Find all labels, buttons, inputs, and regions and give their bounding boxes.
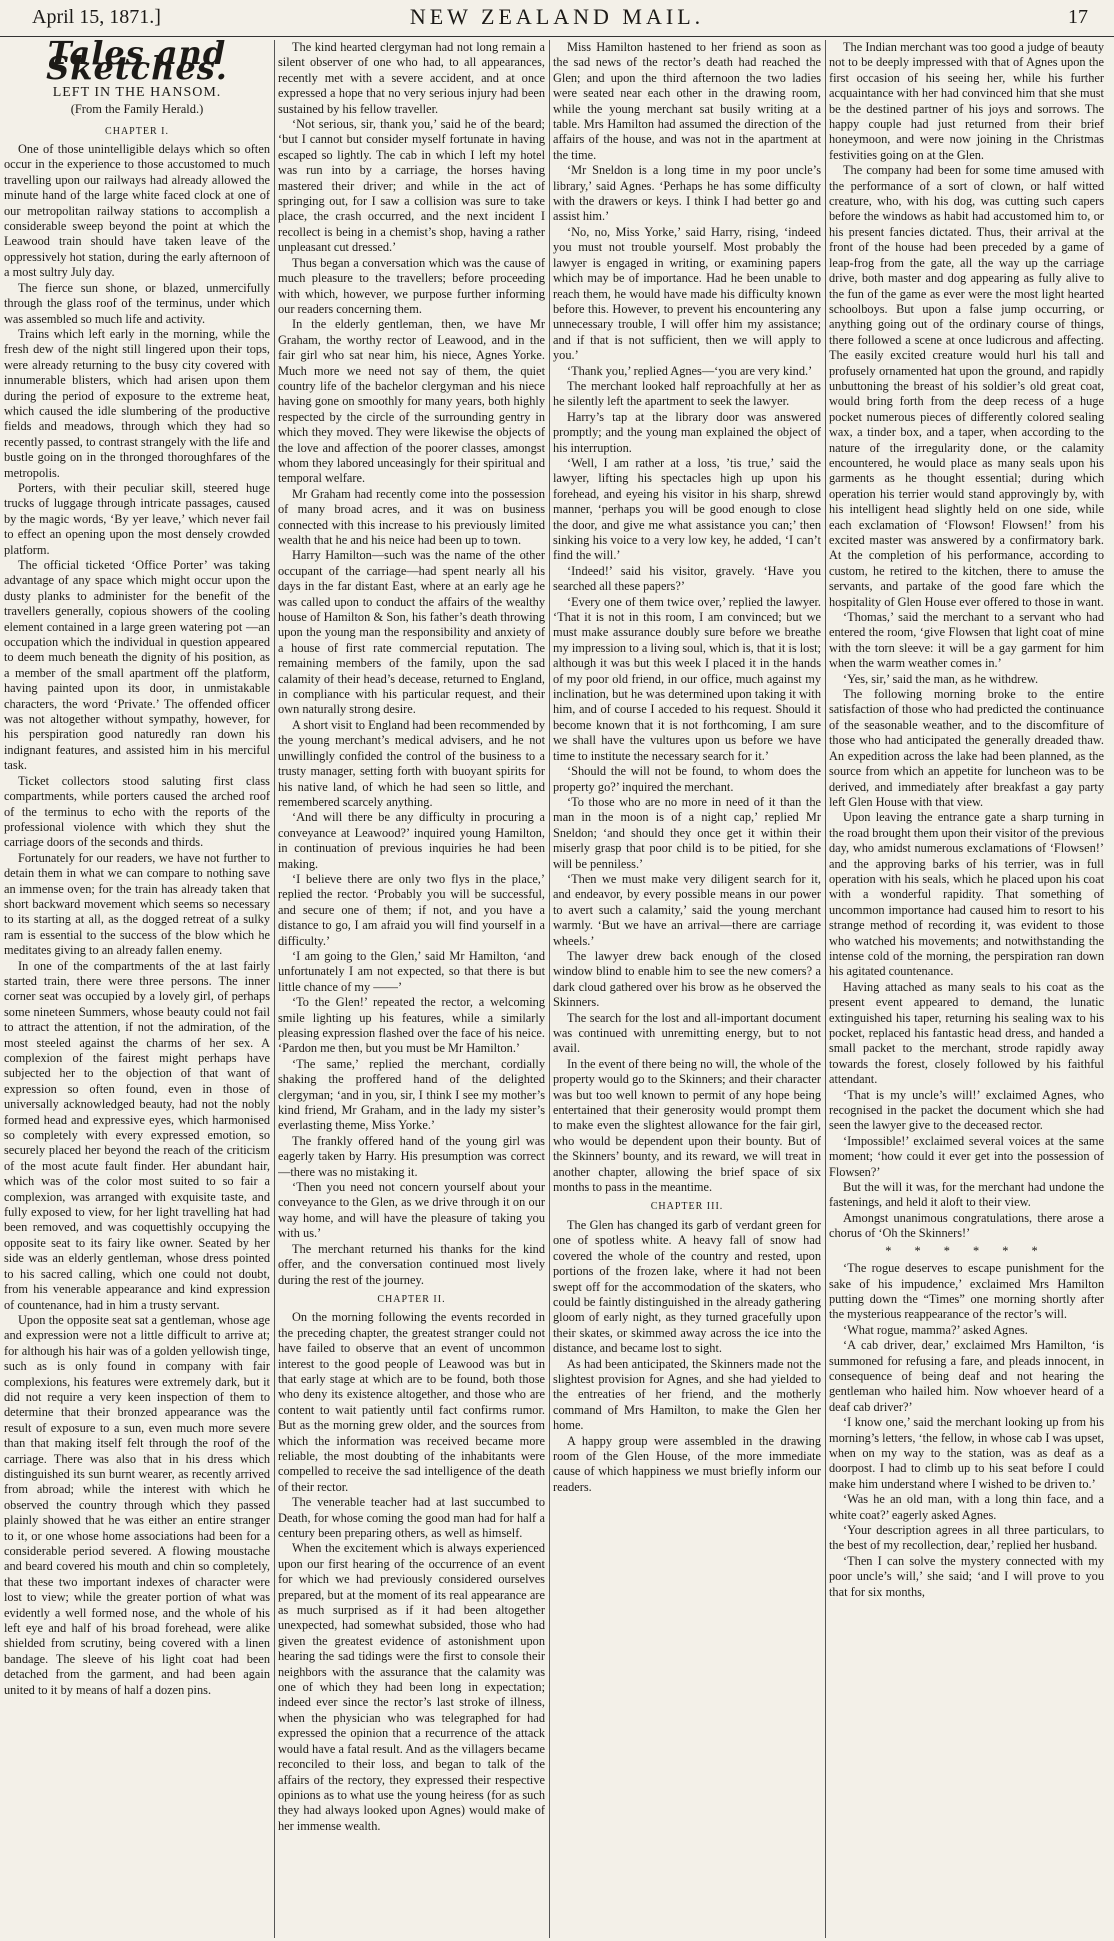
paragraph: ‘I am going to the Glen,’ said Mr Hamilton, ‘and unfortunately I am not expected, so that there is but little chance of my ——’ (278, 948, 545, 994)
paragraph: Trains which left early in the morning, while the fresh dew of the night still lingered upon their tops, were already returning to the busy city covered with innumerable blisters, which had arisen upon them during the period of exposure to the extreme heat, which caused the idle slumbering of the productive fields and meadows, through which they had so recently passed, to contrast strangely with the life and bustle going on in the thronged thoroughfares of the metropolis. (4, 326, 270, 480)
paragraph: Mr Graham had recently come into the possession of many broad acres, and it was on business connected with this increase to his previously limited wealth that he and his neice had been up to town. (278, 486, 545, 547)
paragraph: ‘Then you need not concern yourself about your conveyance to the Glen, as we drive through it on our way home, and will have the pleasure of taking you with us.’ (278, 1180, 545, 1241)
paragraph: ‘Then I can solve the mystery connected with my poor uncle’s will,’ she said; ‘and I will prove to you that for six months, (829, 1553, 1104, 1599)
paragraph: The venerable teacher had at last succumbed to Death, for whose coming the good man had for half a century been preparing others, as well as himself. (278, 1495, 545, 1540)
paragraph: ‘Thank you,’ replied Agnes—‘you are very kind.’ (567, 363, 813, 378)
chapter-heading: CHAPTER I. (105, 125, 169, 137)
paragraph: The merchant returned his thanks for the kind offer, and the conversation continued most lively during the rest of the journey. (278, 1241, 545, 1287)
paragraph: ‘To the Glen!’ repeated the rector, a welcoming smile lighting up his features, while a similarly pleasing expression flashed over the face of his neice. ‘Pardon me then, but you must be Mr Hamilton.’ (278, 995, 545, 1056)
story-source: (From the Family Herald.) (70, 102, 204, 117)
paragraph: The lawyer drew back enough of the closed window blind to enable him to see the new comers? a dark cloud gathered over his brow as he observed the Skinners. (553, 948, 821, 1010)
paragraph: A happy group were assembled in the drawing room of the Glen House, of the more immediate cause of which happiness we must briefly inform our readers. (553, 1433, 821, 1494)
paragraph: Amongst unanimous congratulations, there arose a chorus of ‘Oh the Skinners!’ (829, 1210, 1104, 1241)
paragraph: The search for the lost and all-important document was continued with unremitting energy, but to not avail. (553, 1010, 821, 1056)
paragraph: ‘I know one,’ said the merchant looking up from his morning’s letters, ‘the fellow, in whose cab I was upset, when on my way to the station, was as deaf as a doorpost. I had to climb up to his seat before I could make him understand where I wished to be driven to.’ (829, 1415, 1104, 1491)
text-column-4 (829, 40, 1104, 1938)
text-column-1 (4, 40, 270, 1938)
paragraph: ‘The rogue deserves to escape punishment for the sake of his impudence,’ exclaimed Mrs Hamilton putting down the “Times” one morning shortly after the mysterious reappearance of the rector’s will. (829, 1261, 1104, 1322)
story-title: LEFT IN THE HANSOM. (52, 84, 222, 100)
paragraph: ‘What rogue, mamma?’ asked Agnes. (843, 1322, 1028, 1337)
paragraph: The following morning broke to the entire satisfaction of those who had predicted the continuance of the seasonable weather, and to the discomfiture of those who had anticipated the generally dreaded thaw. An expedition across the lake had been planned, as the source from which an appetite for luncheon was to be derived, and immediately after breakfast a gay party left Glen House with that view. (829, 687, 1104, 809)
paragraph: Harry Hamilton—such was the name of the other occupant of the carriage—had spent nearly all his days in the far distant East, where at an early age he was called upon to conduct the affairs of the wealthy house of Hamilton & Son, his father’s death throwing upon the young man the responsibility and anxiety of a house of first rate commercial reputation. The remaining members of the family, upon the sad calamity of their head’s decease, returned to England, in compliance with his particular request, and their own naturally strong desire. (278, 548, 545, 717)
paragraph: Porters, with their peculiar skill, steered huge trucks of luggage through intricate passages, caused by the magic words, ‘By yer leave,’ which never fail to effect an opening upon the most densely crowded platform. (4, 480, 270, 557)
paragraph: Harry’s tap at the library door was answered promptly; and the young man explained the object of his interruption. (553, 409, 821, 455)
column-rule (549, 40, 550, 1938)
paragraph: Miss Hamilton hastened to her friend as soon as the sad news of the rector’s death had reached the Glen; and upon the third afternoon the two ladies were seated near each other in the drawing room, while the young merchant sat busily writing at a table. Mrs Hamilton had assumed the direction of the affairs of the house, and was not in the apartment at the time. (553, 40, 821, 162)
paragraph: ‘Mr Sneldon is a long time in my poor uncle’s library,’ said Agnes. ‘Perhaps he has some difficulty with the drawers or keys. I think I had better go and assist him.’ (553, 163, 821, 224)
paragraph: ‘That is my uncle’s will!’ exclaimed Agnes, who recognised in the packet the document which she had seen the lawyer give to the deceased rector. (829, 1087, 1104, 1133)
column-rule (825, 40, 826, 1938)
paragraph: The kind hearted clergyman had not long remain a silent observer of one who had, to all appearances, recently met with a severe accident, and at once expressed a hope that no very serious injury had been sustained by his fellow traveller. (278, 40, 545, 116)
chapter-heading: CHAPTER III. (650, 1201, 724, 1213)
masthead (0, 0, 1114, 37)
paragraph: The fierce sun shone, or blazed, unmercifully through the glass roof of the terminus, under which was assembled so much life and activity. (4, 280, 270, 326)
paragraph: The Indian merchant was too good a judge of beauty not to be deeply impressed with that of Agnes upon the first occasion of his seeing her, while his further acquaintance with her had convinced him that she must be the destined partner of his joys and sorrows. The happy couple had just returned from their brief honeymoon, and were now joining in the Christmas festivities going on at the Glen. (829, 40, 1104, 162)
paragraph: ‘Should the will not be found, to whom does the property go?’ inquired the merchant. (553, 764, 821, 794)
paragraph: In one of the compartments of the at last fairly started train, there were three persons. The inner corner seat was occupied by a lovely girl, of perhaps some nineteen Summers, whose beauty could not fail to attract the attention, if not the admiration, of the most steeled against the charms of her sex. A complexion of the fairest might perhaps have subjected her to the objection of that want of expression so often found, even in those of universally acknowledged beauty, had not the nobly formed head and expressive eyes, which harmonised so completely with every expressed emotion, so securely placed her beyond the reach of the criticism of the most acute fault finder. Her abundant hair, which was of the color most suited to so fair a complexion, was arranged with exquisite taste, and fully exposed to view, for her light travelling hat had been removed, and was coquettishly occupying the opposite seat to its fairy like owner. Seated by her side was an elderly gentleman, whose dress pointed to his sacred calling, which one could not doubt, from his venerable appearance and kind expression of countenance, had in him a trusty servant. (4, 958, 270, 1312)
section-heading: Tales and Sketches. (46, 40, 228, 88)
paragraph: ‘No, no, Miss Yorke,’ said Harry, rising, ‘indeed you must not trouble yourself. Most probably the lawyer is engaged in writing, or examining papers which may be of importance. Had he been unable to reach them, he would have made his difficulty known before this. However, to prevent his encountering any unnecessary trouble, I will offer him my assistance; and if that is not sufficient, then we will apply to you.’ (553, 224, 821, 363)
paragraph: ‘Impossible!’ exclaimed several voices at the same moment; ‘how could it ever get into the possession of Flowsen?’ (829, 1133, 1104, 1179)
paragraph: The merchant looked half reproachfully at her as he silently left the apartment to seek the lawyer. (553, 378, 821, 409)
paragraph: Upon leaving the entrance gate a sharp turning in the road brought them upon their visitor of the previous day, who amidst numerous exclamations of ‘Flowsen!’ and the approving barks of his terrier, was in full operation with his seals, which he placed upon his coat with a wonderful rapidity. That something of uncommon importance had caused him to resort to his strange method of recording it, was evident to those who watched his movements; and notwithstanding the intense cold of the morning, the perspiration ran down his agitated countenance. (829, 810, 1104, 979)
issue-date: April 15, 1871.] (32, 6, 161, 28)
page-number: 17 (1068, 6, 1088, 28)
chapter-heading: CHAPTER II. (377, 1293, 446, 1305)
paragraph: The Glen has changed its garb of verdant green for one of spotless white. A heavy fall of snow had covered the whole of the country and rested, upon portions of the frozen lake, where it had not been swept off for the accommodation of the skaters, who could be faintly distinguished in the already gathering gloom of early night, as they turned gracefully upon their skates, or skimmed away across the ice into the distance, and became lost to sight. (553, 1217, 821, 1356)
newspaper-title: NEW ZEALAND MAIL. (409, 4, 705, 29)
paragraph: ‘Your description agrees in all three particulars, to the best of my recollection, dear,’ replied her husband. (829, 1523, 1104, 1553)
paragraph: In the event of there being no will, the whole of the property would go to the Skinners; and their character was but too well known to permit of any hope being entertained that their generosity would prompt them to make even the slightest allowance for the fair girl, who would be dependent upon their bounty. But of the Skinners’ bounty, and its reward, we will treat in another chapter, allowing the brief space of six months to pass in the meantime. (553, 1056, 821, 1195)
paragraph: The official ticketed ‘Office Porter’ was taking advantage of any space which might occur upon the dusty planks to administer for the benefit of the travellers generally, copious showers of the cooling element contained in a large green watering pot —an occupation which the individual in question appeared to deem much beneath the dignity of his position, as a member of the small apartment off the platform, having painted upon its door, in unmistakable characters, the word ‘Private.’ The offended officer was not altogether without sympathy, however, for his perspiration good naturedly ran down his indignant features, and assisted him in his merciful task. (4, 558, 270, 773)
paragraph: Ticket collectors stood saluting first class compartments, while porters caused the arched roof of the terminus to echo with the reports of the professional violence with which they shut the carriage doors of the seconds and thirds. (4, 773, 270, 850)
text-column-2 (278, 40, 545, 1938)
paragraph: One of those unintelligible delays which so often occur in the experience to those accustomed to much travelling upon our railways had already allowed the minute hand of the large white faced clock at one of our metropolitan railway stations to accomplish a considerable sweep beyond the point at which the Leawood train should have taken leave of the oppressively hot station, during the early afternoon of a most sultry July day. (4, 142, 270, 280)
section-break-stars: * * * * * * (885, 1243, 1048, 1258)
paragraph: In the elderly gentleman, then, we have Mr Graham, the worthy rector of Leawood, and in the fair girl who sat near him, his niece, Agnes Yorke. Much more we need not say of them, the quiet country life of the bachelor clergyman and his niece having gone on smoothly for many years, both highly respected by the circle of the surrounding gentry in which they moved. They were likewise the objects of the love and affection of the poorer classes, amongst whom they labored unceasingly for their spiritual and temporal welfare. (278, 317, 545, 486)
paragraph: ‘To those who are no more in need of it than the man in the moon is of a night cap,’ replied Mr Sneldon; ‘and should they once get it within their miserly grasp that poor child is to be pitied, for she will be penniless.’ (553, 794, 821, 871)
paragraph: ‘And will there be any difficulty in procuring a conveyance at Leawood?’ inquired young Hamilton, in continuation of previous inquiries he had been making. (278, 810, 545, 871)
paragraph: As had been anticipated, the Skinners made not the slightest provision for Agnes, and she had yielded to the entreaties of her friend, and the motherly command of Mrs Hamilton, to make the Glen her home. (553, 1356, 821, 1433)
column-rule (274, 40, 275, 1938)
paragraph: ‘Indeed!’ said his visitor, gravely. ‘Have you searched all these papers?’ (553, 563, 821, 594)
paragraph: ‘Every one of them twice over,’ replied the lawyer. ‘That it is not in this room, I am convinced; but we must make assurance doubly sure before we breathe my impression to a living soul, which is, that it is lost; although it was but this week I placed it in the hands of my poor old friend, in our office, much against my inclination, but he was determined upon taking it with him, and of course I acceded to his request. Should it become known that it is not forthcoming, I am sure we shall have the vultures upon us before we have time to institute the necessary search for it.’ (553, 594, 821, 763)
paragraph: Thus began a conversation which was the cause of much pleasure to the travellers; before proceeding with which, however, we purpose further informing our readers concerning them. (278, 255, 545, 316)
paragraph: On the morning following the events recorded in the preceding chapter, the greatest stranger could not have failed to observe that an event of uncommon interest to the good people of Leawood was but in that early stage at which are to be found, both those who deny its existence altogether, and those who are content to wait patiently until fact confirms rumor. But as the morning grew older, and the sources from which the information was received became more reliable, the most doubting of the inhabitants were compelled to receive the sad intelligence of the death of their rector. (278, 1310, 545, 1494)
paragraph: Fortunately for our readers, we have not further to detain them in what we can compare to nothing save an immense oven; for the train has already taken that short backward movement which seems so necessary to its starting at all, as the dogged retreat of a sulky ram is essential to the success of the blow which he meditates giving to an already fallen enemy. (4, 850, 270, 958)
paragraph: ‘I believe there are only two flys in the place,’ replied the rector. ‘Probably you will be successful, and secure one of them; if not, and you have a distance to go, I am afraid you will find yourself in a difficulty.’ (278, 871, 545, 948)
paragraph: A short visit to England had been recommended by the young merchant’s medical advisers, and he not unwillingly confided the control of the business to a trusty manager, setting forth with buoyant spirits for his native land, of which he had seen so little, and remembered scarcely anything. (278, 717, 545, 809)
paragraph: The frankly offered hand of the young girl was eagerly taken by Harry. His presumption was correct—there was no mistaking it. (278, 1133, 545, 1179)
paragraph: But the will it was, for the merchant had undone the fastenings, and held it aloft to their view. (829, 1180, 1104, 1210)
paragraph: The company had been for some time amused with the performance of a sort of clown, or half witted creature, who, with his dog, was cutting such capers before the windows as habit had accustomed him to, or his present fancies dictated. Thus, their arrival at the front of the house had been preceded by a game of leap-frog from the gate, all the way up the carriage drive, both master and dog appearing as fully alive to the fun of the game as ever were the most light hearted schoolboys. But upon a false jump occurring, or anything going out of the ordinary course of things, there followed a scene at once ludicrous and affecting. The easily excited creature would hurl his tall and profusely ornamented hat upon the ground, and rapidly unbuttoning the breast of his soldier’s old great coat, would bring forth from the deep recess of a huge pocket numerous pieces of differently colored sealing wax, a tinder box, and a taper, when according to the nature of the irregularity done, or the calamity encountered, he would place as many seals upon his garments as he thought essential; during which operation his terrier would stand approvingly by, with his intelligent head slightly held on one side, while each exclamation of ‘Flowson! Flowsen!’ from his excited master was answered by a confirmatory bark. At the completion of his performance, according to custom, he retired to the kitchen, there to amuse the servants, and partake of the good fare which the hospitality of Glen House ever offered to those in want. (829, 163, 1104, 609)
text-column-3 (553, 40, 821, 1938)
paragraph: ‘Then we must make very diligent search for it, and endeavor, by every possible means in our power to avert such a calamity,’ said the young merchant warmly. ‘But we have an arrival—there are carriage wheels.’ (553, 871, 821, 948)
paragraph: ‘A cab driver, dear,’ exclaimed Mrs Hamilton, ‘is summoned for refusing a fare, and pleads innocent, in consequence of being deaf and not hearing the gentleman who hailed him. Now whoever heard of a deaf cab driver?’ (829, 1338, 1104, 1414)
paragraph: Having attached as many seals to his coat as the present event appeared to demand, the lunatic extinguished his taper, returning his sealing wax to his pocket, replaced his fantastic head dress, and handed a small packet to the merchant, strode rapidly away towards the forest, closely followed by his faithful attendant. (829, 979, 1104, 1087)
paragraph: When the excitement which is always experienced upon our first hearing of the occurrence of an event for which we had previously considered ourselves prepared, but at the moment of its real appearance are as much surprised as if it had been altogether unexpected, had somewhat subsided, those who had given the greatest evidence of astonishment upon hearing the sad tidings were the first to console their neighbors with the assurance that the calamity was one of which they had been long in expectation; indeed ever since the rector’s last stroke of illness, when the physician who was telegraphed for had expressed the opinion that a recurrence of the attack would have a fatal result. And as the villagers became reconciled to their loss, and began to talk of the affairs of the rectory, they expressed their respective opinions as to what use the young heiress (for as such they had always looked upon Agnes) would make of her immense wealth. (278, 1541, 545, 1833)
paragraph: ‘Well, I am rather at a loss, ’tis true,’ said the lawyer, lifting his spectacles high up upon his forehead, and eyeing his visitor in his sharp, shrewd manner, ‘perhaps you will be good enough to close the door, and give me what assistance you can;’ then sinking his voice to a very low key, he added, ‘I can’t find the will.’ (553, 455, 821, 563)
paragraph: ‘The same,’ replied the merchant, cordially shaking the proffered hand of the delighted clergyman; ‘and in you, sir, I think I see my mother’s kind friend, Mr Graham, and in the lady my sister’s everlasting theme, Miss Yorke.’ (278, 1056, 545, 1133)
paragraph: ‘Yes, sir,’ said the man, as he withdrew. (843, 671, 1039, 686)
paragraph: ‘Not serious, sir, thank you,’ said he of the beard; ‘but I cannot but consider myself fortunate in having escaped so lightly. The cab in which I left my hotel was run into by a carriage, the horses having mastered their driver; and while in the act of springing out, for I saw a collision was sure to take place, the crash occurred, and the next incident I recollect is being in a chemist’s shop, having a rather unpleasant cut dressed.’ (278, 117, 545, 255)
paragraph: ‘Thomas,’ said the merchant to a servant who had entered the room, ‘give Flowsen that light coat of mine with the torn sleeve: it will be a gay garment for him when the warm weather comes in.’ (829, 610, 1104, 671)
paragraph: Upon the opposite seat sat a gentleman, whose age and expression were not a little difficult to arrive at; for although his hair was of a golden yellowish tinge, such as is only found in company with fair complexions, his features were extremely dark, but it did not require a very keen inspection of them to determine that their bronzed appearance was the result of exposure to a sun, even much more severe than that making itself felt through the roof of the carriage. There was also that in his dress which distinguished its sun burnt wearer, as recently arrived from abroad; while the interest with which he observed the country through which they passed plainly showed that he was either an entire stranger to it, or one whose home associations had been for a considerable period severed. A flowing moustache and beard covered his mouth and chin so completely, that these two important indexes of character were lost to view; while the greater portion of what was evidently a well formed nose, and the whole of his left eye and half of his broad forehead, were alike shielded from scrutiny, being covered with a linen bandage. The sleeve of his light coat had been detached from the garment, and had been again united to it by means of half a dozen pins. (4, 1312, 270, 1697)
paragraph: ‘Was he an old man, with a long thin face, and a white coat?’ eagerly asked Agnes. (829, 1492, 1104, 1522)
